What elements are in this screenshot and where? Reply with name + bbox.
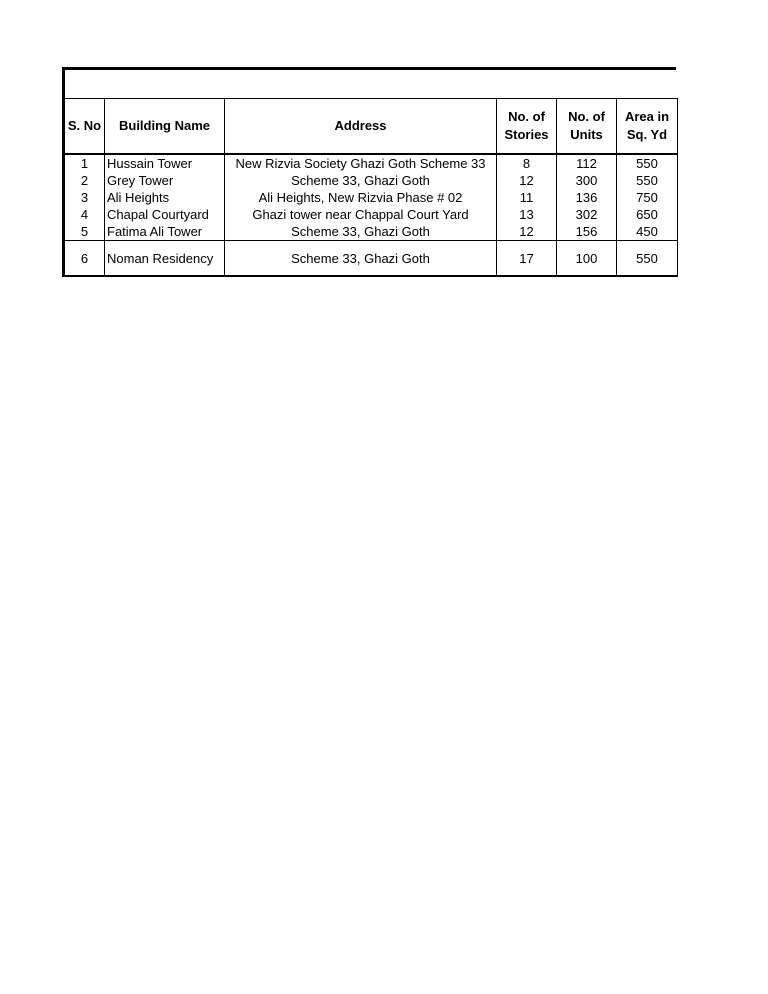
header-building-name: Building Name (105, 99, 225, 155)
cell-address: Ghazi tower near Chappal Court Yard (225, 206, 497, 223)
cell-building-name: Ali Heights (105, 189, 225, 206)
table-row (64, 189, 678, 206)
cell-stories: 12 (497, 223, 557, 241)
cell-building-name: Fatima Ali Tower (105, 223, 225, 241)
cell-sno: 6 (64, 241, 105, 277)
cell-address: New Rizvia Society Ghazi Goth Scheme 33 (225, 154, 497, 172)
cell-stories: 8 (497, 154, 557, 172)
cell-area: 750 (617, 189, 678, 206)
cell-units: 136 (557, 189, 617, 206)
cell-area: 650 (617, 206, 678, 223)
cell-sno: 3 (64, 189, 105, 206)
cell-units: 300 (557, 172, 617, 189)
cell-stories: 13 (497, 206, 557, 223)
table-row (64, 241, 678, 277)
cell-stories: 17 (497, 241, 557, 277)
header-sno: S. No (64, 99, 105, 155)
cell-address: Scheme 33, Ghazi Goth (225, 223, 497, 241)
cell-address: Ali Heights, New Rizvia Phase # 02 (225, 189, 497, 206)
cell-sno: 5 (64, 223, 105, 241)
cell-stories: 11 (497, 189, 557, 206)
cell-area: 550 (617, 172, 678, 189)
buildings-table (62, 98, 678, 277)
header-address: Address (225, 99, 497, 155)
cell-address: Scheme 33, Ghazi Goth (225, 241, 497, 277)
cell-building-name: Grey Tower (105, 172, 225, 189)
table-row (64, 206, 678, 223)
cell-units: 302 (557, 206, 617, 223)
table-row (64, 154, 678, 172)
cell-building-name: Noman Residency (105, 241, 225, 277)
table-row (64, 172, 678, 189)
spreadsheet-page (62, 67, 676, 277)
cell-units: 100 (557, 241, 617, 277)
cell-sno: 1 (64, 154, 105, 172)
title-bar (62, 67, 676, 98)
table-row (64, 223, 678, 241)
cell-units: 156 (557, 223, 617, 241)
cell-units: 112 (557, 154, 617, 172)
cell-building-name: Chapal Courtyard (105, 206, 225, 223)
cell-sno: 2 (64, 172, 105, 189)
cell-sno: 4 (64, 206, 105, 223)
cell-address: Scheme 33, Ghazi Goth (225, 172, 497, 189)
cell-area: 550 (617, 241, 678, 277)
header-stories: No. of Stories (497, 99, 557, 155)
cell-area: 450 (617, 223, 678, 241)
header-row (64, 99, 678, 155)
header-units: No. of Units (557, 99, 617, 155)
cell-area: 550 (617, 154, 678, 172)
cell-stories: 12 (497, 172, 557, 189)
cell-building-name: Hussain Tower (105, 154, 225, 172)
header-area: Area in Sq. Yd (617, 99, 678, 155)
